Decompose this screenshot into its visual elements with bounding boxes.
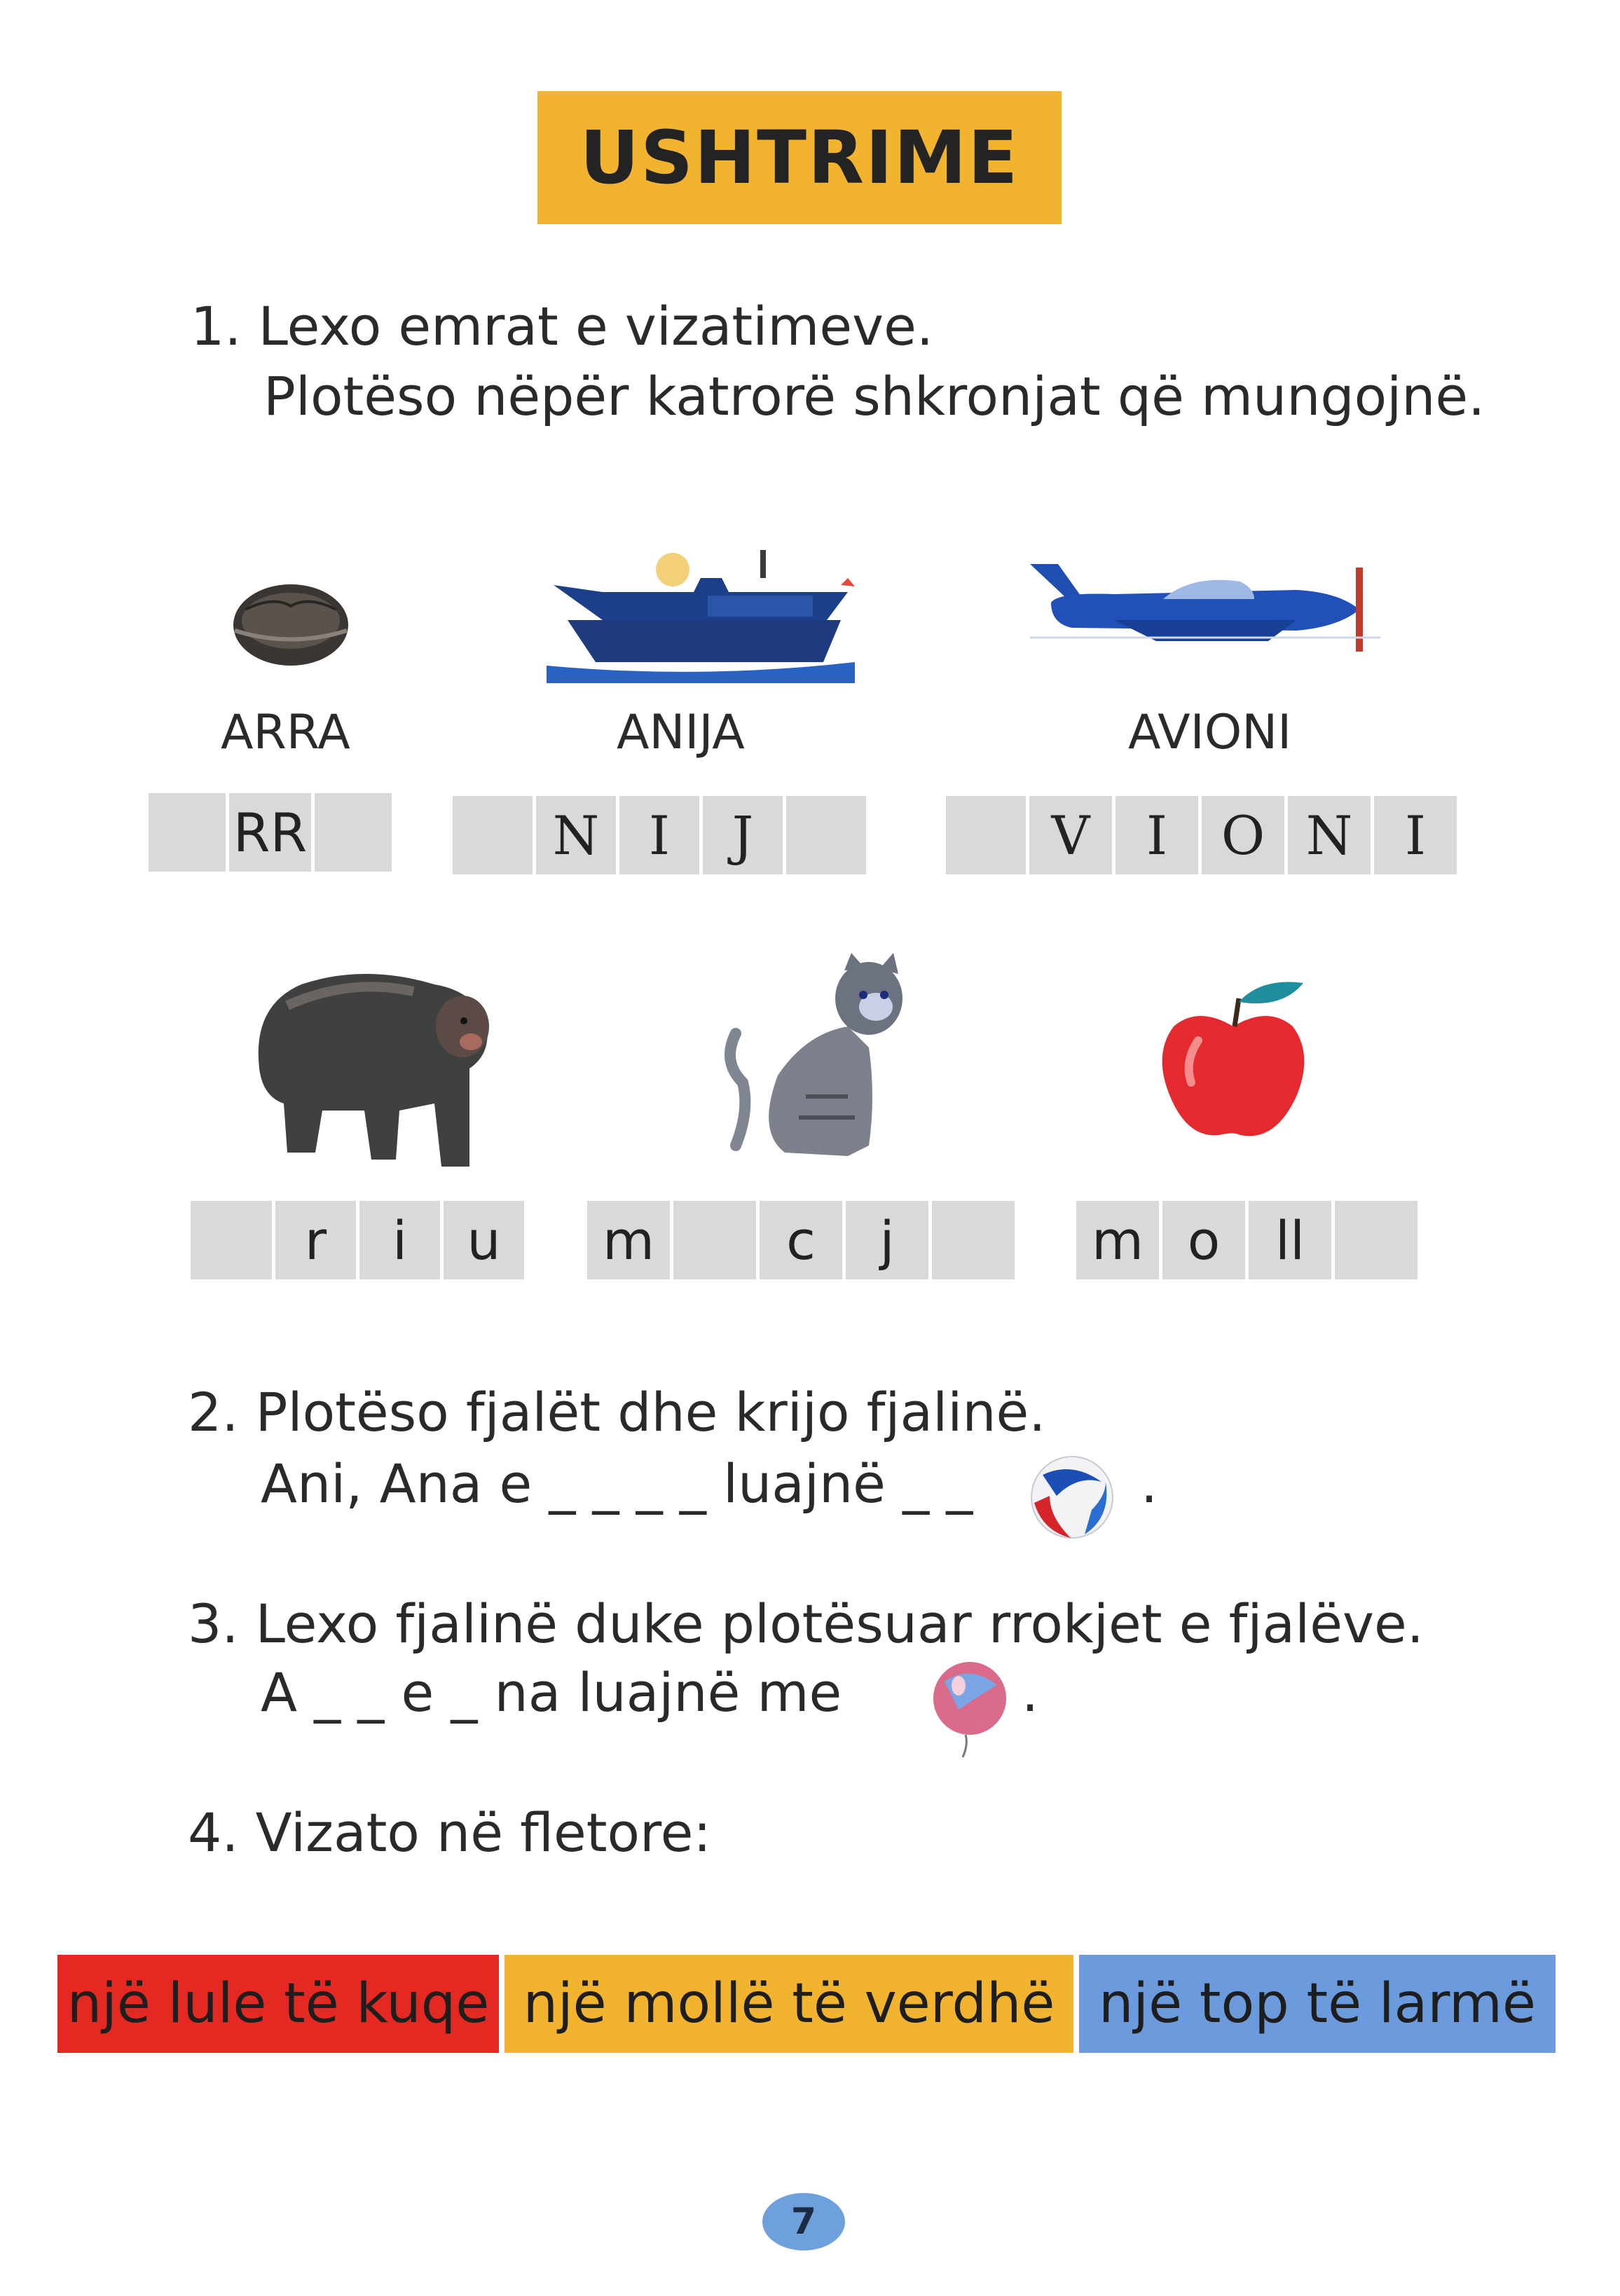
- letter-box-empty[interactable]: [1335, 1201, 1418, 1279]
- picture-label-ship: ANIJA: [617, 705, 745, 760]
- exercise-3-sentence: A _ _ e _ na luajnë me: [261, 1661, 842, 1724]
- letter-box: I: [1116, 796, 1198, 874]
- exercise-3-period: .: [1022, 1661, 1039, 1724]
- letter-box: N: [536, 796, 616, 874]
- airplane-icon: [1030, 561, 1380, 662]
- word-boxes-walnut: [149, 793, 392, 872]
- exercise-1-instruction: 1. Lexo emrat e vizatimeve.: [191, 295, 934, 357]
- letter-box: j: [846, 1201, 928, 1279]
- apple-icon: [1156, 977, 1317, 1146]
- exercise-1-instruction-2: Plotëso nëpër katrorë shkronjat që mungojnë.: [263, 365, 1485, 427]
- letter-box-empty[interactable]: [932, 1201, 1015, 1279]
- letter-box: c: [760, 1201, 842, 1279]
- word-boxes-bear: [191, 1201, 524, 1279]
- exercise-3-instruction: 3. Lexo fjalinë duke plotësuar rrokjet e fjalëve.: [188, 1593, 1424, 1655]
- letter-box: r: [275, 1201, 356, 1279]
- exercise-2-instruction: 2. Plotëso fjalët dhe krijo fjalinë.: [188, 1381, 1046, 1443]
- balloon-icon: [931, 1661, 1009, 1759]
- letter-box-empty[interactable]: [673, 1201, 756, 1279]
- picture-label-walnut: ARRA: [221, 705, 350, 760]
- page-title: USHTRIME: [537, 91, 1062, 224]
- letter-box-empty[interactable]: [315, 793, 392, 872]
- page-number: 7: [762, 2193, 845, 2250]
- word-boxes-apple: [1076, 1201, 1418, 1279]
- cat-icon: [708, 956, 918, 1167]
- exercise-4-instruction: 4. Vizato në fletore:: [188, 1801, 711, 1864]
- letter-box: m: [1076, 1201, 1159, 1279]
- picture-label-airplane: AVIONI: [1128, 705, 1292, 760]
- letter-box-empty[interactable]: [149, 793, 226, 872]
- word-boxes-ship: [453, 796, 866, 874]
- letter-box-empty[interactable]: [786, 796, 866, 874]
- exercise-2-sentence: Ani, Ana e _ _ _ _ luajnë _ _: [261, 1452, 973, 1515]
- letter-box-empty[interactable]: [191, 1201, 272, 1279]
- letter-box: u: [444, 1201, 524, 1279]
- letter-box-empty[interactable]: [946, 796, 1026, 874]
- ball-icon: [1029, 1454, 1116, 1541]
- ship-icon: [547, 543, 855, 683]
- letter-box: o: [1162, 1201, 1245, 1279]
- exercise-2-period: .: [1141, 1452, 1158, 1515]
- word-boxes-cat: [587, 1201, 1015, 1279]
- drawing-task-colorful-ball: një top të larmë: [1079, 1955, 1556, 2053]
- bear-icon: [245, 963, 490, 1174]
- letter-box: I: [1374, 796, 1457, 874]
- drawing-task-yellow-apple: një mollë të verdhë: [504, 1955, 1073, 2053]
- walnut-icon: [231, 582, 350, 673]
- letter-box: i: [359, 1201, 440, 1279]
- letter-box: J: [703, 796, 783, 874]
- letter-box: N: [1288, 796, 1371, 874]
- letter-box: ll: [1249, 1201, 1331, 1279]
- letter-box: RR: [229, 793, 311, 872]
- letter-box: O: [1202, 796, 1284, 874]
- letter-box: V: [1029, 796, 1112, 874]
- word-boxes-airplane: [946, 796, 1457, 874]
- letter-box: m: [587, 1201, 670, 1279]
- drawing-task-red-flower: një lule të kuqe: [57, 1955, 499, 2053]
- letter-box: I: [619, 796, 699, 874]
- letter-box-empty[interactable]: [453, 796, 533, 874]
